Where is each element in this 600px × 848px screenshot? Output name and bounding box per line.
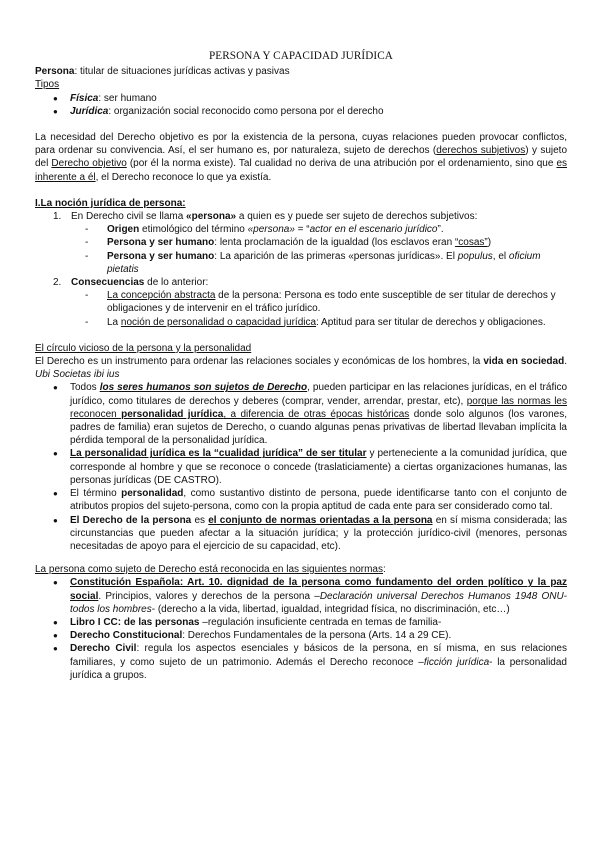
text-run: etimológico del término (139, 224, 248, 236)
text-run: en sí misma considerada; las circunstancias que pueden afectar a la situación jurídica; y la protección jurídico-civil (menores, personas necesitadas de apoyo para el ejercicio de su capacidad, etc). (70, 514, 567, 552)
text-run: Consecuencias (71, 277, 145, 289)
text-run: , a diferencia de otras épocas históricas (223, 408, 410, 420)
list-item (35, 616, 567, 629)
text-run: : Aptitud para ser titular de derechos y obligaciones. (316, 316, 546, 328)
text-run: - la personalidad jurídica a grupos. (70, 656, 567, 681)
text-run: noción de personalidad o capacidad jurídica (120, 316, 317, 328)
sub-list-item (71, 289, 567, 315)
spacer (35, 329, 567, 342)
tipos-list (35, 92, 567, 118)
text-run: La persona como sujeto de Derecho está reconocida en las siguientes normas (35, 564, 383, 576)
text-run: : La aparición de las primeras «personas jurídicas». El (214, 250, 458, 262)
text-run: Persona y ser humano (107, 250, 215, 262)
text-run: Constitución Española: Art. 10. dignidad de la persona como fundamento del orden político y la paz social (70, 577, 567, 602)
text-run: . (564, 356, 567, 368)
list-item (35, 576, 567, 616)
text-run: Derecho Civil (70, 643, 137, 655)
sub-list-item (71, 316, 567, 329)
circulo-list (35, 381, 567, 553)
spacer (35, 553, 567, 563)
list-item (35, 381, 567, 447)
text-run: Ubi Societas ibi ius (35, 369, 120, 381)
list-item (35, 105, 567, 118)
page-title: PERSONA Y CAPACIDAD JURÍDICA (208, 50, 393, 62)
text-run: populus (457, 250, 493, 262)
list-item (35, 210, 567, 276)
text-run: «persona» (186, 211, 237, 223)
text-run: = “ (294, 224, 310, 236)
list-item (35, 276, 567, 329)
text-run: es (191, 514, 209, 526)
text-run: Derecho Constitucional (70, 630, 183, 642)
text-run: : Derechos Fundamentales de la persona (Arts. 14 a 29 CE). (182, 630, 452, 642)
tipo-term: Jurídica (70, 105, 109, 117)
sub-list-item (71, 223, 567, 236)
text-run: –regulación insuficiente centrada en temas de familia- (199, 616, 442, 628)
sub-list (71, 289, 567, 329)
item-number: 2. (53, 277, 62, 289)
normas-list (35, 576, 567, 682)
text-run: vida en sociedad (483, 356, 565, 368)
text-run: El Derecho es un instrumento para ordenar las relaciones sociales y económicas de los hombres, la (35, 356, 484, 368)
list-item (35, 629, 567, 642)
text-run: de la persona: Persona es todo ente susceptible de ser titular de derechos y obligaciones y de intervenir en el tráfico jurídico. (107, 290, 556, 315)
text-run: Derecho objetivo (51, 158, 127, 170)
list-item (35, 514, 567, 554)
text-run: La (107, 316, 121, 328)
list-item (35, 487, 567, 513)
sub-list-item (71, 250, 567, 276)
text-run: “cosas” (454, 237, 488, 249)
text-run: Origen (107, 224, 140, 236)
text-run: Persona y ser humano (107, 237, 215, 249)
text-run: actor en el escenario jurídico (309, 224, 438, 236)
text-run: , pueden participar en las relaciones jurídicas, en el tráfico jurídico, como titulares de derechos y deberes (comprar, vender, arrendar, prestar, etc), (70, 382, 568, 407)
tipo-text: : ser humano (98, 92, 157, 104)
list-item (35, 92, 567, 105)
document-page (35, 50, 567, 682)
text-run: ) y sujeto del (35, 145, 567, 170)
text-run: - (derecho a la vida, libertad, igualdad, integridad física, no discriminación, etc…) (151, 603, 510, 615)
text-run: El Derecho de la persona (70, 514, 192, 526)
text-run: La concepción abstracta (107, 290, 216, 302)
text-run: La necesidad del Derecho objetivo es por la existencia de la persona, cuyas relaciones pueden provocar conflictos, para ordenar su convivencia. Así, el ser humano es, por naturaleza, sujeto de derechos ( (35, 132, 567, 157)
tipo-term: Física (70, 92, 99, 104)
text-run: es inherente a él (35, 158, 568, 183)
text-run: Declaración universal Derechos Humanos 1948 ONU- todos los hombres (70, 590, 567, 615)
text-run: oficium pietatis (107, 250, 541, 275)
text-run: , el (492, 250, 509, 262)
sub-list-item (71, 236, 567, 249)
text-run: ficción jurídica (423, 656, 490, 668)
list-item (35, 642, 567, 682)
text-run: el conjunto de normas orientadas a la persona (208, 514, 433, 526)
text-run: personalidad (121, 488, 184, 500)
text-run: ”. (437, 224, 444, 236)
tipo-text: : organización social reconocido como persona por el derecho (108, 105, 384, 117)
text-run: Todos (70, 382, 100, 394)
list-item (35, 447, 567, 487)
text-run: a quien es y puede ser sujeto de derechos subjetivos: (236, 211, 478, 223)
text-run: porque las normas les reconocen (70, 395, 567, 420)
text-run: : lenta proclamación de la igualdad (los esclavos eran (214, 237, 455, 249)
circulo-intro (35, 355, 567, 381)
text-run: personalidad jurídica (121, 408, 224, 420)
sub-list (71, 223, 567, 276)
text-run: «persona» (247, 224, 295, 236)
text-run: , como sustantivo distinto de persona, puede identificarse tanto con el conjunto de atributos propios del sujeto-persona, como con la propia aptitud de cada ente para ser considerado como tal. (70, 488, 567, 513)
text-run: : regula los aspectos esenciales y básicos de la persona, en sí misma, en sus relaciones familiares, y como sujeto de un patrimonio. Además el Derecho reconoce – (70, 643, 567, 668)
text-run: La personalidad jurídica es la “cualidad jurídica” de ser titular (70, 448, 367, 460)
text-run: . Principios, valores y derechos de la persona – (98, 590, 320, 602)
circulo-heading: El círculo vicioso de la persona y la personalidad (35, 342, 252, 354)
text-run: donde solo algunos (los varones, padres de familia) eran sujetos de Derecho, o cuando algunas penas privativas de libertad llevaban implícita la pérdida temporal de la personalidad jurídica. (70, 408, 567, 447)
text-run: (por él la norma existe). Tal cualidad no deriva de una atribución por el ordenamiento, sino que (126, 158, 557, 170)
text-run: derechos subjetivos (436, 145, 526, 157)
text-run: y perteneciente a la comunidad jurídica, que corresponde al hombre y que se reconoce o concede (traslaticiamente) a ciertas organizaciones humanas, las personas jurídicas (DE CASTRO). (70, 448, 568, 486)
text-run: Libro I CC: de las personas (70, 616, 200, 628)
persona-definition-text: : titular de situaciones jurídicas activas y pasivas (74, 66, 290, 78)
persona-term: Persona (35, 66, 75, 78)
text-run: de lo anterior: (144, 277, 209, 289)
item-number: 1. (53, 211, 62, 223)
text-run: El término (70, 488, 122, 500)
section-heading: I.La noción jurídica de persona: (35, 197, 186, 209)
tipos-heading: Tipos (35, 79, 60, 91)
text-run: En Derecho civil se llama (71, 211, 187, 223)
intro-paragraph (35, 131, 567, 184)
text-run: , el Derecho reconoce lo que ya existía. (95, 171, 272, 183)
text-run: : (382, 564, 386, 576)
persona-definition (35, 65, 567, 78)
text-run: ) (487, 237, 492, 249)
normas-heading (35, 563, 567, 576)
spacer (35, 184, 567, 197)
spacer (35, 118, 567, 131)
text-run: los seres humanos son sujetos de Derecho (99, 382, 308, 394)
section1-list (35, 210, 567, 329)
